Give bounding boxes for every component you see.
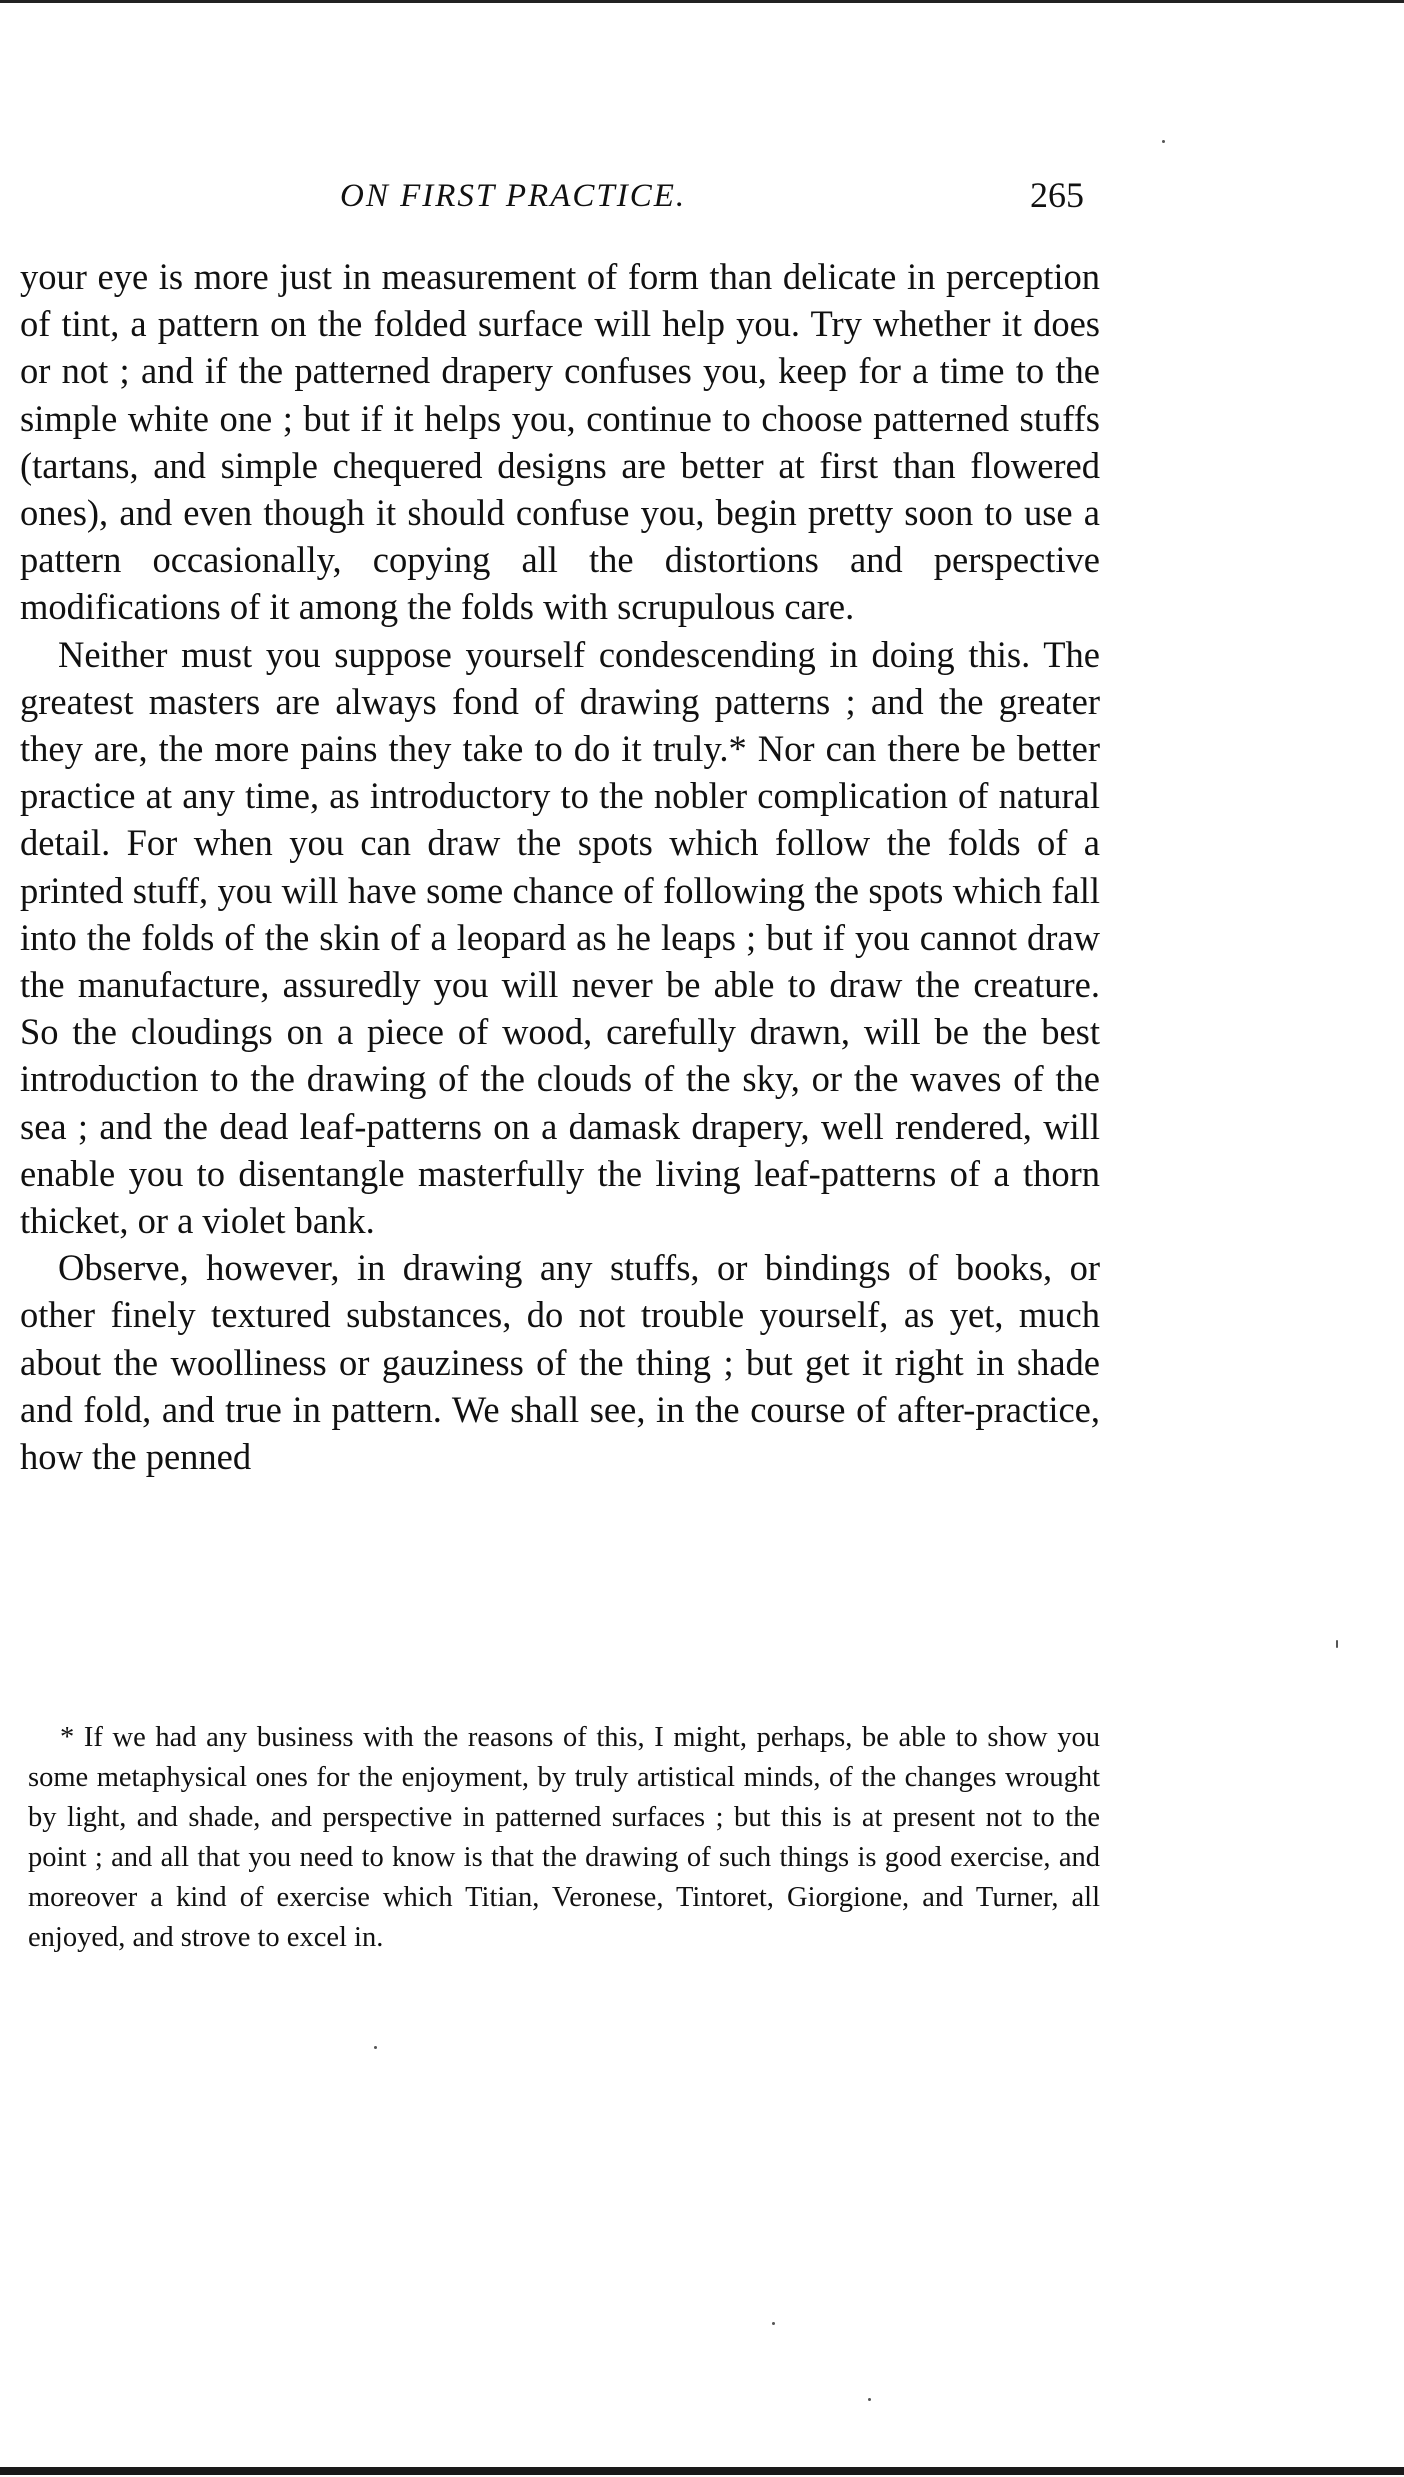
body-paragraph-2: Neither must you suppose yourself condescending in doing this. The greatest masters are always fond of drawing patterns ; and the greater they are, the more pains they take to do it truly.* Nor can there be better practice at any time, as introductory to the nobler complication of natural detail. For when you can draw the spots which follow the folds of a printed stuff, you will have some chance of following the spots which fall into the folds of the skin of a leopard as he leaps ; but if you cannot draw the manufacture, assuredly you will never be able to draw the creature. So the cloudings on a piece of wood, carefully drawn, will be the best introduction to the drawing of the clouds of the sky, or the waves of the sea ; and the dead leaf-patterns on a damask drapery, well rendered, will enable you to disentangle masterfully the living leaf-patterns of a thorn thicket, or a violet bank. — [20, 633, 1100, 1242]
page-number: 265 — [1030, 175, 1084, 215]
paper-speck — [772, 2322, 775, 2325]
body-paragraph-1: your eye is more just in measurement of form than delicate in perception of tint, a pattern on the folded surface will help you. Try whether it does or not ; and if the patterned drapery confuses you, keep for a time to the simple white one ; but if it helps you, continue to choose patterned stuffs (tartans, and simple chequered designs are better at first than flowered ones), and even though it should confuse you, begin pretty soon to use a pattern occasionally, copying all the distortions and perspective modifications of it among the folds with scrupulous care. — [20, 256, 1100, 628]
body-paragraph-3: Observe, however, in drawing any stuffs, or bindings of books, or other finely textured substances, do not trouble yourself, as yet, much about the woolliness or gauziness of the thing ; but get it right in shade and fold, and true in pattern. We shall see, in the course of after-practice, how the penned — [20, 1247, 1100, 1478]
paper-speck — [868, 2398, 871, 2401]
body-text — [20, 253, 1100, 1480]
paper-speck — [1162, 140, 1165, 143]
bottom-edge-rule — [0, 2467, 1404, 2475]
paper-speck — [1336, 1640, 1338, 1648]
footnote-text: * If we had any business with the reasons of this, I might, perhaps, be able to show you some metaphysical ones for the enjoyment, by truly artistical minds, of the changes wrought by light, and shade, and perspective in patterned surfaces ; but this is at present not to the point ; and all that you need to know is that the drawing of such things is good exercise, and moreover a kind of exercise which Titian, Veronese, Tintoret, Giorgione, and Turner, all enjoyed, and strove to excel in. — [28, 1722, 1100, 1953]
running-title: ON FIRST PRACTICE. — [340, 178, 687, 214]
running-head — [0, 175, 1404, 224]
top-edge-rule — [0, 0, 1404, 3]
footnote — [28, 1718, 1100, 1958]
paper-speck — [374, 2046, 377, 2049]
